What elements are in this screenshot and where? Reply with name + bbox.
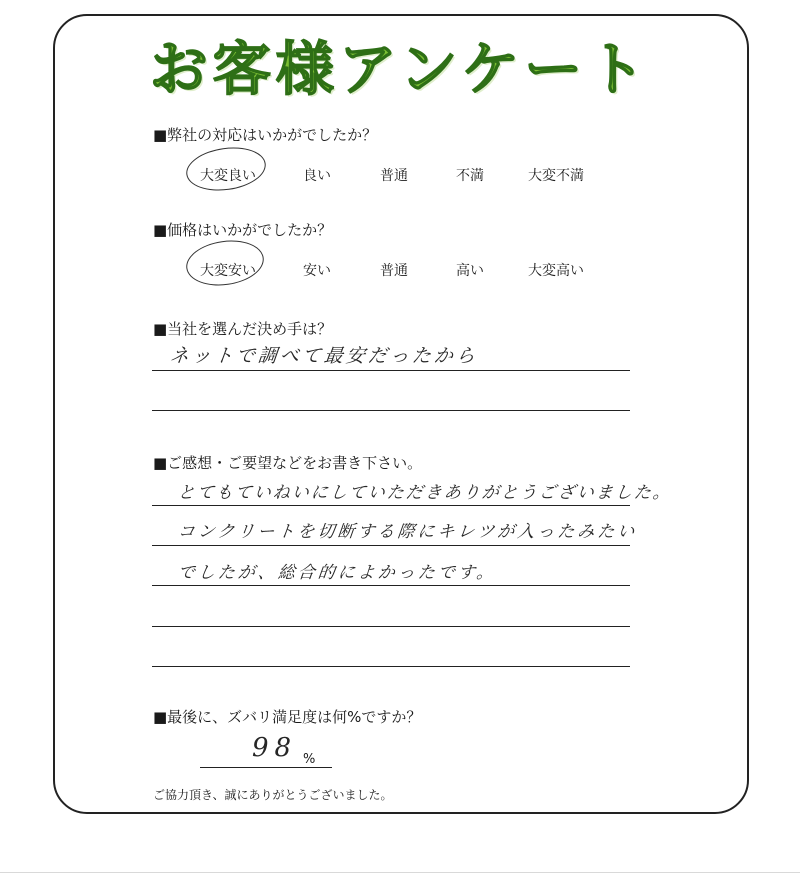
answer-rule: [152, 370, 630, 371]
option-service-good[interactable]: 良い: [303, 168, 331, 184]
satisfaction-unit: %: [303, 752, 316, 767]
answer-rule: [152, 545, 630, 546]
question-satisfaction-label: ■最後に、ズバリ満足度は何%ですか？: [153, 708, 422, 726]
question-price-label: ■価格はいかがでしたか？: [153, 221, 333, 239]
option-service-dissatisfied[interactable]: 不満: [456, 168, 484, 184]
answer-rule: [152, 585, 630, 586]
satisfaction-value[interactable]: 98: [252, 733, 298, 763]
option-service-normal[interactable]: 普通: [380, 168, 408, 184]
answer-rule: [152, 626, 630, 627]
answer-rule: [152, 410, 630, 411]
answer-rule: [152, 505, 630, 506]
satisfaction-rule: [200, 767, 332, 768]
reason-answer-line-1[interactable]: ネットで調べて最安だったから: [168, 345, 480, 367]
option-price-normal[interactable]: 普通: [380, 263, 408, 279]
option-price-very-cheap[interactable]: 大変安い: [200, 263, 256, 279]
option-service-very-dissatisfied[interactable]: 大変不満: [528, 168, 584, 184]
thanks-note: ご協力頂き、誠にありがとうございました。: [153, 788, 393, 802]
survey-title: お客様アンケート: [149, 35, 651, 103]
option-price-expensive[interactable]: 高い: [456, 263, 484, 279]
option-price-very-expensive[interactable]: 大変高い: [528, 263, 584, 279]
question-reason-label: ■当社を選んだ決め手は？: [153, 320, 333, 338]
question-comments-label: ■ご感想・ご要望などをお書き下さい。: [153, 454, 423, 472]
option-price-cheap[interactable]: 安い: [303, 263, 331, 279]
page-divider: [0, 872, 800, 873]
question-service-label: ■弊社の対応はいかがでしたか？: [153, 126, 378, 144]
option-service-very-good[interactable]: 大変良い: [200, 168, 256, 184]
answer-rule: [152, 666, 630, 667]
comments-answer-line-1[interactable]: とてもていねいにしていただきありがとうございました。: [176, 483, 673, 503]
comments-answer-line-2[interactable]: コンクリートを切断する際にキレツが入ったみたい: [176, 522, 639, 542]
comments-answer-line-3[interactable]: でしたが、総合的によかったです。: [176, 563, 498, 583]
